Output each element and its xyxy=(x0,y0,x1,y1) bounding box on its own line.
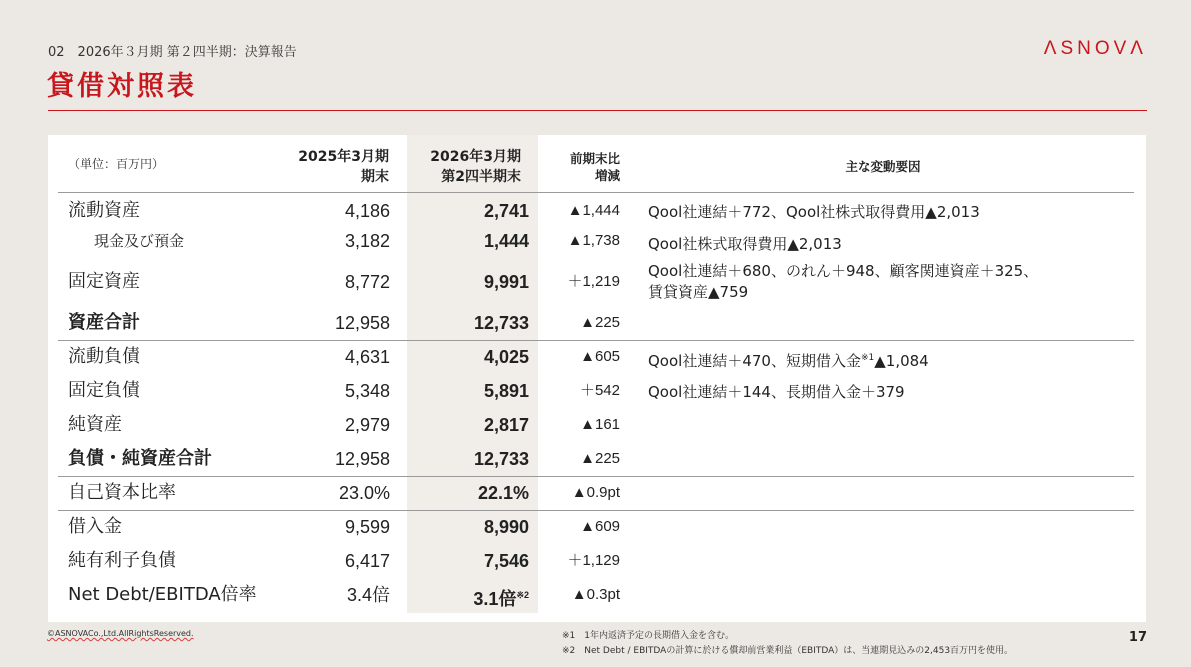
row-label: 純資産 xyxy=(68,414,122,435)
value-prev: 9,599 xyxy=(344,517,390,537)
table-row xyxy=(48,478,1146,508)
table-row xyxy=(48,376,1146,406)
value-prev: 3,182 xyxy=(344,231,390,251)
page-title: 貸借対照表 xyxy=(47,71,197,102)
copyright: ©ASNOVACo.,Ltd.AllRightsReserved. xyxy=(47,629,194,638)
table-row xyxy=(48,546,1146,576)
row-label: 現金及び預金 xyxy=(94,232,185,250)
table-row xyxy=(48,410,1146,440)
value-prev: 12,958 xyxy=(334,313,390,333)
value-change: ▲609 xyxy=(580,518,620,535)
value-current: 3.1倍$^{※2}$ xyxy=(473,589,529,609)
change-factor: Qool社連結＋772、Qool社株式取得費用▲2,013 xyxy=(648,203,980,221)
balance-sheet-table xyxy=(48,135,1146,622)
col-header-change: 前期末比 増減 xyxy=(569,151,620,183)
value-current: 1,444 xyxy=(483,231,529,251)
footnote-2: ※2 Net Debt / EBITDAの計算に於ける償却前営業利益（EBITDA）は、当連期見込みの2,453百万円を使用。 xyxy=(562,646,1014,656)
value-change: ＋542 xyxy=(579,382,620,399)
value-prev: 6,417 xyxy=(344,551,390,571)
value-change: ▲1,444 xyxy=(567,202,620,219)
slide-subtitle: 02 2026年３月期 第２四半期：決算報告 xyxy=(48,45,297,60)
value-current: 12,733 xyxy=(473,313,529,333)
value-current: 5,891 xyxy=(483,381,529,401)
row-label: 固定負債 xyxy=(68,380,140,401)
value-change: ▲225 xyxy=(580,450,620,467)
company-logo: ΛSNOVΛ xyxy=(1043,38,1147,59)
row-label: 固定資産 xyxy=(68,271,140,292)
row-label: Net Debt/EBITDA倍率 xyxy=(68,584,257,605)
change-factor: Qool社株式取得費用▲2,013 xyxy=(648,235,842,253)
row-label: 流動負債 xyxy=(68,346,140,367)
value-current: 4,025 xyxy=(483,347,529,367)
change-factor: Qool社連結＋470、短期借入金$^{※1}$▲1,084 xyxy=(648,352,929,370)
col-header-main-factors: 主な変動要因 xyxy=(845,159,921,174)
value-change: ▲225 xyxy=(580,314,620,331)
value-change: ＋1,129 xyxy=(567,552,620,569)
row-label: 流動資産 xyxy=(68,200,140,221)
table-row xyxy=(48,512,1146,542)
col-header-prev-period: 2025年3月期 期末 xyxy=(298,149,389,185)
value-change: ▲161 xyxy=(580,416,620,433)
table-row xyxy=(48,580,1146,610)
value-current: 7,546 xyxy=(483,551,529,571)
value-prev: 12,958 xyxy=(334,449,390,469)
table-row xyxy=(48,196,1146,226)
title-divider xyxy=(48,110,1147,111)
row-label: 純有利子負債 xyxy=(68,550,176,571)
value-change: ▲605 xyxy=(580,348,620,365)
value-current: 9,991 xyxy=(483,272,529,292)
value-current: 2,741 xyxy=(483,201,529,221)
value-change: ＋1,219 xyxy=(567,273,620,290)
col-header-current-period: 2026年3月期 第2四半期末 xyxy=(430,149,521,185)
row-label: 負債・純資産合計 xyxy=(68,448,212,469)
table-row xyxy=(48,444,1146,474)
row-label: 自己資本比率 xyxy=(68,482,176,503)
value-prev: 4,631 xyxy=(344,347,390,367)
value-prev: 4,186 xyxy=(344,201,390,221)
value-prev: 8,772 xyxy=(344,272,390,292)
table-row xyxy=(48,342,1146,372)
footnote-1: ※1 1年内返済予定の長期借入金を含む。 xyxy=(562,631,734,641)
value-change: ▲0.3pt xyxy=(571,586,620,603)
value-prev: 3.4倍 xyxy=(346,585,390,605)
value-prev: 23.0% xyxy=(338,483,390,503)
page-number: 17 xyxy=(1128,630,1147,645)
value-current: 2,817 xyxy=(483,415,529,435)
table-row xyxy=(48,226,1146,256)
unit-label: （単位：百万円） xyxy=(68,157,165,171)
value-current: 12,733 xyxy=(473,449,529,469)
value-prev: 5,348 xyxy=(344,381,390,401)
change-factor: Qool社連結＋144、長期借入金＋379 xyxy=(648,383,905,401)
row-label: 資産合計 xyxy=(68,312,140,333)
row-label: 借入金 xyxy=(68,516,122,537)
section-rule xyxy=(58,510,1134,511)
value-prev: 2,979 xyxy=(344,415,390,435)
header-rule xyxy=(58,192,1134,193)
section-rule xyxy=(58,340,1134,341)
value-current: 8,990 xyxy=(483,517,529,537)
table-row xyxy=(48,308,1146,338)
change-factor: Qool社連結＋680、のれん＋948、顧客関連資産＋325、 賃貸資産▲759 xyxy=(648,262,1039,301)
value-change: ▲1,738 xyxy=(567,232,620,249)
value-change: ▲0.9pt xyxy=(571,484,620,501)
value-current: 22.1% xyxy=(477,483,529,503)
table-row xyxy=(48,262,1146,301)
section-rule xyxy=(58,476,1134,477)
